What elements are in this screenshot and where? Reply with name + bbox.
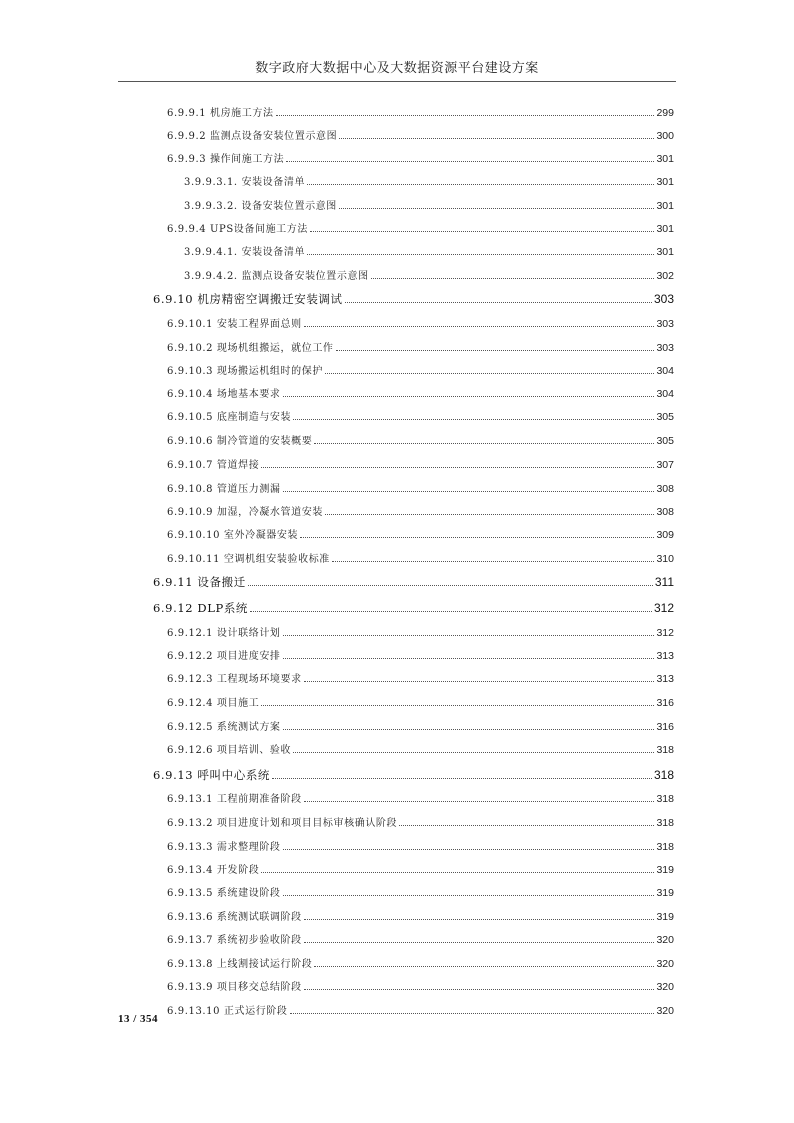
toc-dot-leader bbox=[325, 514, 655, 515]
toc-entry-label: 6.9.13.2 项目进度计划和项目目标审核确认阶段 bbox=[167, 818, 398, 829]
toc-entry-label: 6.9.13.4 开发阶段 bbox=[167, 865, 260, 876]
toc-dot-leader bbox=[250, 611, 652, 612]
toc-entry-label: 3.9.9.4.2. 监测点设备安装位置示意图 bbox=[184, 271, 369, 282]
toc-dot-leader bbox=[304, 989, 655, 990]
toc-entry-page-number: 311 bbox=[654, 575, 674, 589]
toc-entry-page-number: 301 bbox=[656, 200, 674, 212]
toc-entry[interactable] bbox=[167, 718, 674, 733]
toc-entry-label: 6.9.10 机房精密空调搬迁安装调试 bbox=[153, 292, 343, 306]
toc-entry-page-number: 308 bbox=[656, 506, 674, 518]
toc-entry[interactable] bbox=[167, 550, 674, 565]
toc-entry-page-number: 301 bbox=[656, 223, 674, 235]
toc-entry-page-number: 309 bbox=[656, 529, 674, 541]
toc-entry-label: 6.9.12 DLP系统 bbox=[153, 601, 249, 615]
toc-entry[interactable] bbox=[167, 670, 674, 685]
toc-dot-leader bbox=[339, 138, 654, 139]
toc-entry-page-number: 301 bbox=[656, 246, 674, 258]
toc-dot-leader bbox=[314, 966, 654, 967]
toc-dot-leader bbox=[304, 919, 655, 920]
toc-entry-label: 6.9.12.4 项目施工 bbox=[167, 698, 260, 709]
toc-dot-leader bbox=[336, 350, 655, 351]
toc-dot-leader bbox=[310, 231, 654, 232]
toc-entry-label: 6.9.10.8 管道压力测漏 bbox=[167, 484, 281, 495]
toc-dot-leader bbox=[293, 752, 654, 753]
toc-entry[interactable] bbox=[167, 931, 674, 946]
toc-entry-label: 6.9.10.4 场地基本要求 bbox=[167, 389, 281, 400]
toc-entry[interactable] bbox=[153, 767, 674, 783]
toc-entry-page-number: 313 bbox=[656, 650, 674, 662]
toc-entry-page-number: 301 bbox=[656, 153, 674, 165]
toc-entry[interactable] bbox=[167, 908, 674, 923]
toc-entry[interactable] bbox=[167, 503, 674, 518]
toc-entry-page-number: 320 bbox=[656, 1005, 674, 1017]
toc-entry-label: 6.9.13.7 系统初步验收阶段 bbox=[167, 935, 302, 946]
toc-entry-page-number: 303 bbox=[653, 292, 674, 306]
toc-entry-page-number: 320 bbox=[656, 981, 674, 993]
toc-entry[interactable] bbox=[167, 624, 674, 639]
toc-dot-leader bbox=[332, 561, 655, 562]
toc-entry-page-number: 319 bbox=[656, 887, 674, 899]
toc-entry-label: 6.9.10.3 现场搬运机组时的保护 bbox=[167, 366, 323, 377]
toc-entry-page-number: 318 bbox=[656, 744, 674, 756]
toc-entry-page-number: 308 bbox=[656, 483, 674, 495]
toc-entry[interactable] bbox=[167, 385, 674, 400]
toc-entry-label: 6.9.13.3 需求整理阶段 bbox=[167, 842, 281, 853]
toc-entry-label: 6.9.13.6 系统测试联调阶段 bbox=[167, 912, 302, 923]
toc-entry-label: 6.9.10.6 制冷管道的安装概要 bbox=[167, 436, 313, 447]
toc-entry-label: 6.9.13.9 项目移交总结阶段 bbox=[167, 982, 302, 993]
toc-entry[interactable] bbox=[184, 243, 674, 258]
page-indicator: 13 / 354 bbox=[118, 1013, 159, 1025]
toc-dot-leader bbox=[314, 443, 654, 444]
toc-entry-label: 6.9.11 设备搬迁 bbox=[153, 575, 246, 589]
toc-entry-page-number: 313 bbox=[656, 673, 674, 685]
toc-dot-leader bbox=[283, 491, 655, 492]
toc-dot-leader bbox=[276, 115, 655, 116]
header-divider bbox=[118, 81, 676, 82]
toc-dot-leader bbox=[283, 635, 655, 636]
toc-entry[interactable] bbox=[184, 173, 674, 188]
toc-entry-page-number: 316 bbox=[656, 721, 674, 733]
toc-entry-label: 3.9.9.3.1. 安装设备清单 bbox=[184, 177, 306, 188]
toc-entry-label: 6.9.9.2 监测点设备安装位置示意图 bbox=[167, 131, 338, 142]
toc-entry[interactable] bbox=[167, 884, 674, 899]
toc-entry-label: 3.9.9.3.2. 设备安装位置示意图 bbox=[184, 201, 337, 212]
toc-entry-label: 6.9.9.1 机房施工方法 bbox=[167, 108, 274, 119]
toc-entry-page-number: 312 bbox=[656, 627, 674, 639]
toc-dot-leader bbox=[261, 872, 654, 873]
toc-entry[interactable] bbox=[153, 600, 674, 616]
toc-dot-leader bbox=[293, 419, 654, 420]
toc-dot-leader bbox=[371, 278, 655, 279]
toc-entry-page-number: 320 bbox=[656, 934, 674, 946]
toc-entry[interactable] bbox=[167, 315, 674, 330]
toc-entry-label: 6.9.12.3 工程现场环境要求 bbox=[167, 674, 302, 685]
toc-entry-page-number: 316 bbox=[656, 697, 674, 709]
document-header-title: 数字政府大数据中心及大数据资源平台建设方案 bbox=[255, 61, 539, 76]
toc-dot-leader bbox=[345, 302, 652, 303]
toc-entry[interactable] bbox=[167, 861, 674, 876]
toc-entry-label: 6.9.10.5 底座制造与安装 bbox=[167, 412, 292, 423]
toc-entry-page-number: 305 bbox=[656, 411, 674, 423]
toc-entry-page-number: 318 bbox=[656, 841, 674, 853]
toc-entry[interactable] bbox=[167, 104, 674, 119]
toc-entry-label: 6.9.13.5 系统建设阶段 bbox=[167, 888, 281, 899]
toc-dot-leader bbox=[283, 658, 655, 659]
toc-entry-page-number: 300 bbox=[656, 130, 674, 142]
toc-entry-page-number: 299 bbox=[656, 107, 674, 119]
toc-entry[interactable] bbox=[153, 291, 674, 307]
toc-entry[interactable] bbox=[167, 220, 674, 235]
toc-entry[interactable] bbox=[153, 574, 674, 590]
toc-entry-label: 6.9.10.11 空调机组安装验收标准 bbox=[167, 554, 330, 565]
toc-entry[interactable] bbox=[167, 432, 674, 447]
toc-dot-leader bbox=[304, 326, 655, 327]
toc-entry-label: 6.9.12.2 项目进度安排 bbox=[167, 651, 281, 662]
toc-entry[interactable] bbox=[167, 127, 674, 142]
toc-entry[interactable] bbox=[167, 1002, 674, 1017]
toc-dot-leader bbox=[283, 396, 655, 397]
toc-dot-leader bbox=[325, 373, 655, 374]
toc-dot-leader bbox=[272, 778, 652, 779]
toc-entry-page-number: 303 bbox=[656, 342, 674, 354]
toc-entry-label: 6.9.13 呼叫中心系统 bbox=[153, 768, 271, 782]
toc-entry[interactable] bbox=[167, 955, 674, 970]
toc-entry-label: 6.9.9.3 操作间施工方法 bbox=[167, 154, 285, 165]
toc-entry-label: 6.9.10.10 室外冷凝器安装 bbox=[167, 530, 299, 541]
toc-entry-label: 6.9.10.1 安装工程界面总则 bbox=[167, 319, 302, 330]
toc-dot-leader bbox=[283, 849, 655, 850]
toc-dot-leader bbox=[248, 585, 653, 586]
toc-entry-label: 6.9.10.9 加湿，冷凝水管道安装 bbox=[167, 507, 323, 518]
toc-entry[interactable] bbox=[167, 790, 674, 805]
toc-entry-label: 6.9.13.8 上线割接试运行阶段 bbox=[167, 959, 313, 970]
toc-entry-label: 6.9.10.7 管道焊接 bbox=[167, 460, 260, 471]
toc-dot-leader bbox=[261, 467, 654, 468]
toc-entry[interactable] bbox=[167, 647, 674, 662]
toc-entry[interactable] bbox=[167, 978, 674, 993]
toc-entry[interactable] bbox=[167, 694, 674, 709]
toc-entry-label: 6.9.12.5 系统测试方案 bbox=[167, 722, 281, 733]
toc-dot-leader bbox=[399, 825, 654, 826]
toc-entry-page-number: 318 bbox=[656, 793, 674, 805]
toc-entry-label: 6.9.13.10 正式运行阶段 bbox=[167, 1006, 288, 1017]
toc-entry-label: 6.9.10.2 现场机组搬运，就位工作 bbox=[167, 343, 334, 354]
toc-entry-label: 6.9.12.1 设计联络计划 bbox=[167, 628, 281, 639]
toc-entry[interactable] bbox=[167, 362, 674, 377]
toc-entry[interactable] bbox=[167, 339, 674, 354]
toc-entry-page-number: 310 bbox=[656, 553, 674, 565]
toc-dot-leader bbox=[300, 537, 654, 538]
toc-entry-label: 6.9.9.4 UPS设备间施工方法 bbox=[167, 224, 308, 235]
toc-dot-leader bbox=[283, 729, 655, 730]
toc-entry-label: 3.9.9.4.1. 安装设备清单 bbox=[184, 247, 306, 258]
toc-dot-leader bbox=[290, 1013, 655, 1014]
toc-entry-page-number: 301 bbox=[656, 176, 674, 188]
toc-entry-page-number: 319 bbox=[656, 864, 674, 876]
toc-entry-page-number: 320 bbox=[656, 958, 674, 970]
toc-entry-page-number: 305 bbox=[656, 435, 674, 447]
toc-dot-leader bbox=[304, 801, 655, 802]
toc-dot-leader bbox=[283, 895, 655, 896]
toc-entry[interactable] bbox=[184, 197, 674, 212]
toc-dot-leader bbox=[286, 161, 654, 162]
toc-entry[interactable] bbox=[167, 408, 674, 423]
toc-dot-leader bbox=[307, 254, 654, 255]
toc-entry[interactable] bbox=[184, 267, 674, 282]
toc-dot-leader bbox=[339, 208, 655, 209]
toc-entry[interactable] bbox=[167, 526, 674, 541]
toc-dot-leader bbox=[304, 681, 655, 682]
toc-entry[interactable] bbox=[167, 480, 674, 495]
toc-entry-page-number: 312 bbox=[653, 601, 674, 615]
toc-entry[interactable] bbox=[167, 150, 674, 165]
toc-entry-page-number: 302 bbox=[656, 270, 674, 282]
toc-entry-page-number: 319 bbox=[656, 911, 674, 923]
toc-entry-page-number: 304 bbox=[656, 365, 674, 377]
toc-entry-page-number: 318 bbox=[656, 817, 674, 829]
toc-entry[interactable] bbox=[167, 741, 674, 756]
toc-entry-page-number: 303 bbox=[656, 318, 674, 330]
toc-entry[interactable] bbox=[167, 456, 674, 471]
toc-entry[interactable] bbox=[167, 814, 674, 829]
toc-dot-leader bbox=[261, 705, 654, 706]
toc-entry-label: 6.9.13.1 工程前期准备阶段 bbox=[167, 794, 302, 805]
toc-dot-leader bbox=[307, 184, 654, 185]
toc-entry-page-number: 307 bbox=[656, 459, 674, 471]
toc-entry-page-number: 304 bbox=[656, 388, 674, 400]
toc-entry-page-number: 318 bbox=[653, 768, 674, 782]
toc-dot-leader bbox=[304, 942, 655, 943]
toc-entry-label: 6.9.12.6 项目培训、验收 bbox=[167, 745, 292, 756]
toc-entry[interactable] bbox=[167, 838, 674, 853]
